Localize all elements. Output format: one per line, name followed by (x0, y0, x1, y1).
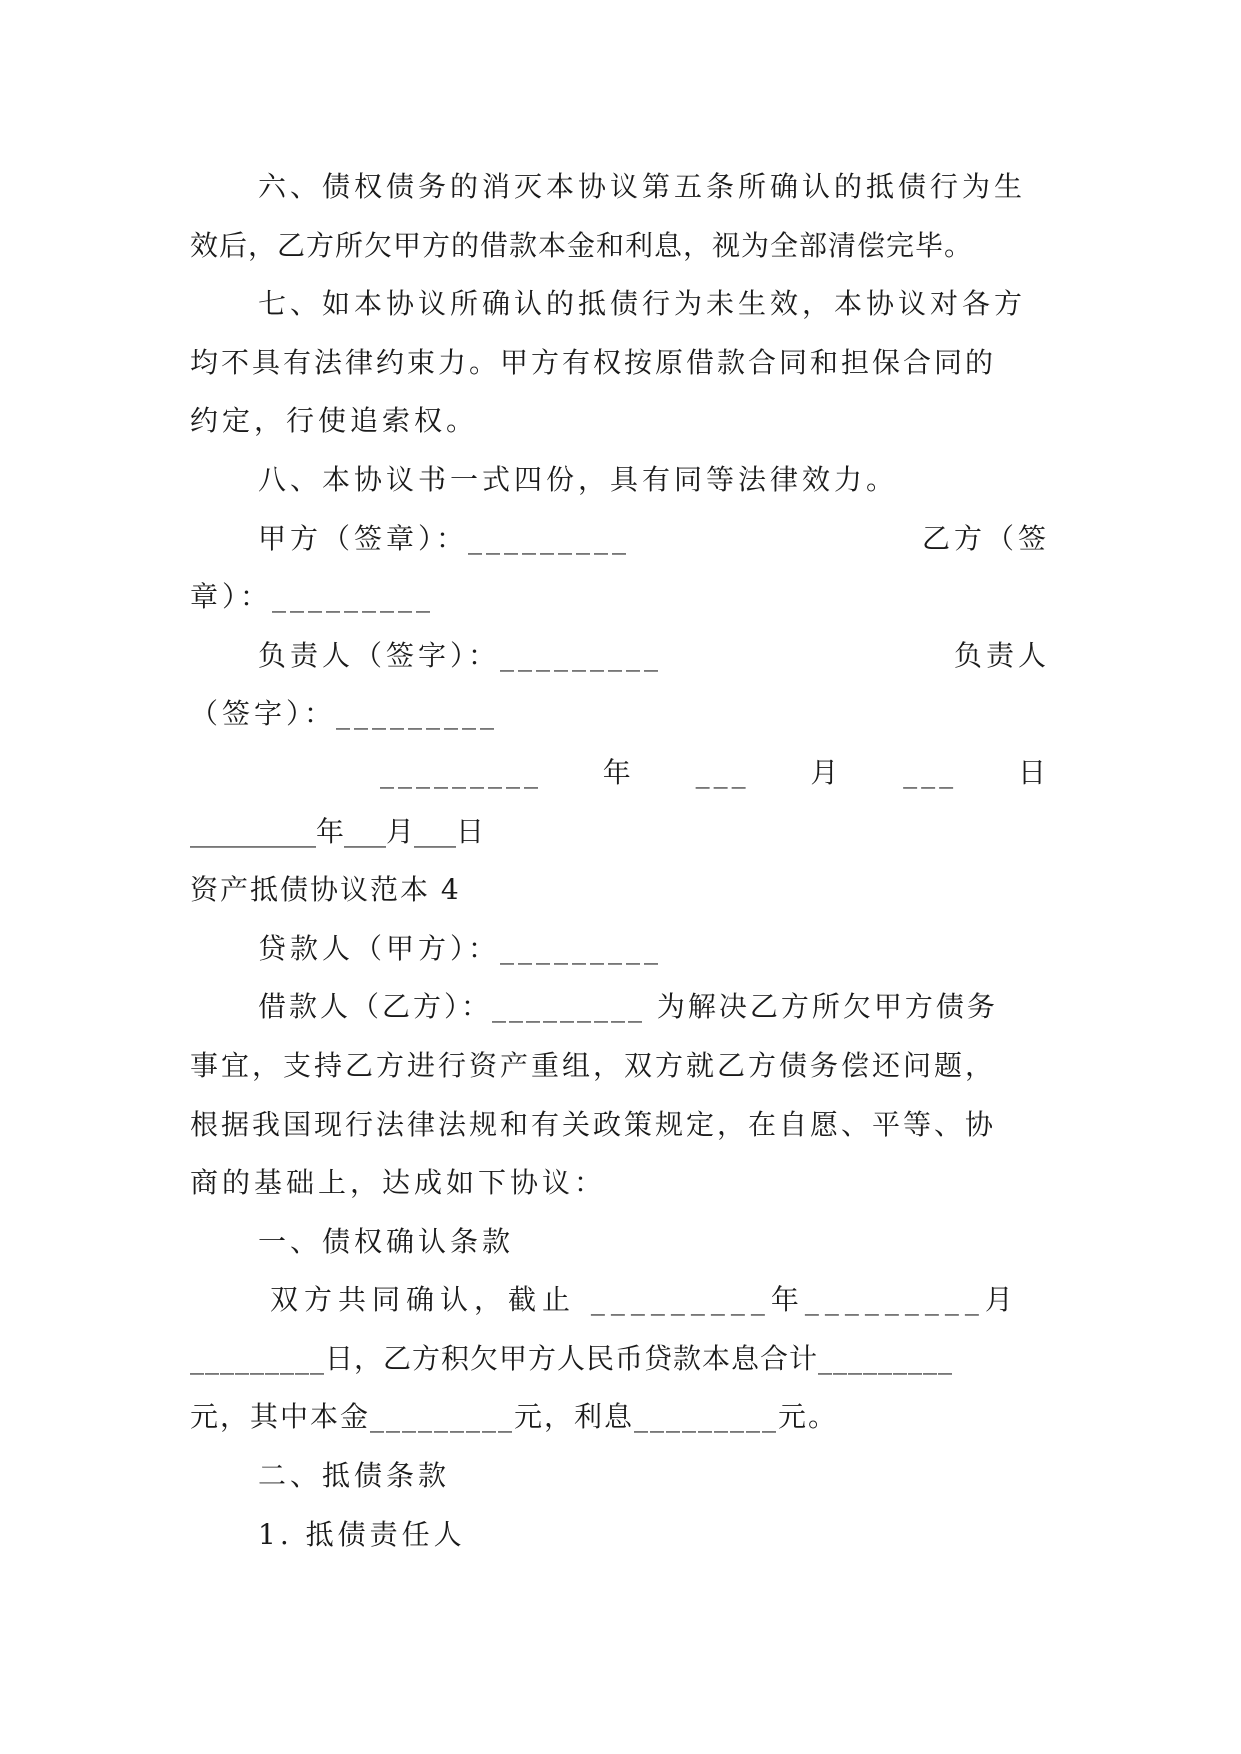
date-line-1 (190, 744, 1050, 803)
date-day-label: 日 (1017, 755, 1050, 789)
clause-1-title: 一、债权确认条款 (258, 1224, 515, 1258)
date-year-blank: _________ (380, 755, 542, 789)
document-page (190, 158, 1050, 1564)
preamble-line-1: 事宜，支持乙方进行资产重组，双方就乙方债务偿还问题， (190, 1048, 997, 1082)
party-b-signature-end: 章）：_________ (190, 580, 435, 614)
lender-line: 贷款人（甲方）：_________ (258, 931, 663, 965)
clause-7-line-1: 七、如本协议所确认的抵债行为未生效，本协议对各方 (258, 287, 1027, 321)
clause-6-line-2: 效后，乙方所欠甲方的借款本金和利息，视为全部清偿完毕。 (190, 228, 974, 262)
clause-7-line-2: 均不具有法律约束力。甲方有权按原借款合同和担保合同的 (190, 345, 997, 379)
date-year-label: 年 (602, 755, 635, 789)
date-month-blank: ___ (695, 755, 750, 789)
clause-2-title: 二、抵债条款 (258, 1459, 451, 1493)
clause-8-line: 八、本协议书一式四份，具有同等法律效力。 (258, 462, 899, 496)
confirm-line-1: 双方共同确认，截止 _________年_________月 (270, 1283, 1019, 1317)
signature-party-line (190, 510, 1050, 569)
party-a-signature: 甲方（签章）：_________ (258, 521, 631, 555)
head-b-signature-start: 负责人 (953, 638, 1050, 672)
preamble-line-2: 根据我国现行法律法规和有关政策规定，在自愿、平等、协 (190, 1107, 997, 1141)
date-day-blank: ___ (903, 755, 958, 789)
head-a-signature: 负责人（签字）：_________ (258, 638, 663, 672)
party-b-signature-start: 乙方（签 (921, 521, 1050, 555)
confirm-line-2: _________日，乙方积欠甲方人民币贷款本息合计_________ (190, 1341, 954, 1375)
date-month-label: 月 (810, 755, 843, 789)
signature-head-line (190, 627, 1050, 686)
clause-2-item-1: 1. 抵债责任人 (258, 1517, 466, 1551)
clause-6-line-1: 六、债权债务的消灭本协议第五条所确认的抵债行为生 (258, 170, 1027, 203)
head-b-signature-end: （签字）：_________ (190, 697, 499, 731)
preamble-line-3: 商的基础上，达成如下协议： (190, 1166, 607, 1200)
date-line-2: _________年___月___日 (190, 814, 485, 848)
confirm-line-3: 元，其中本金_________元，利息_________元。 (190, 1400, 839, 1434)
section-4-title: 资产抵债协议范本 4 (190, 873, 461, 907)
clause-7-line-3: 约定，行使追索权。 (190, 404, 479, 438)
borrower-line: 借款人（乙方）：_________ 为解决乙方所欠甲方债务 (258, 990, 998, 1024)
